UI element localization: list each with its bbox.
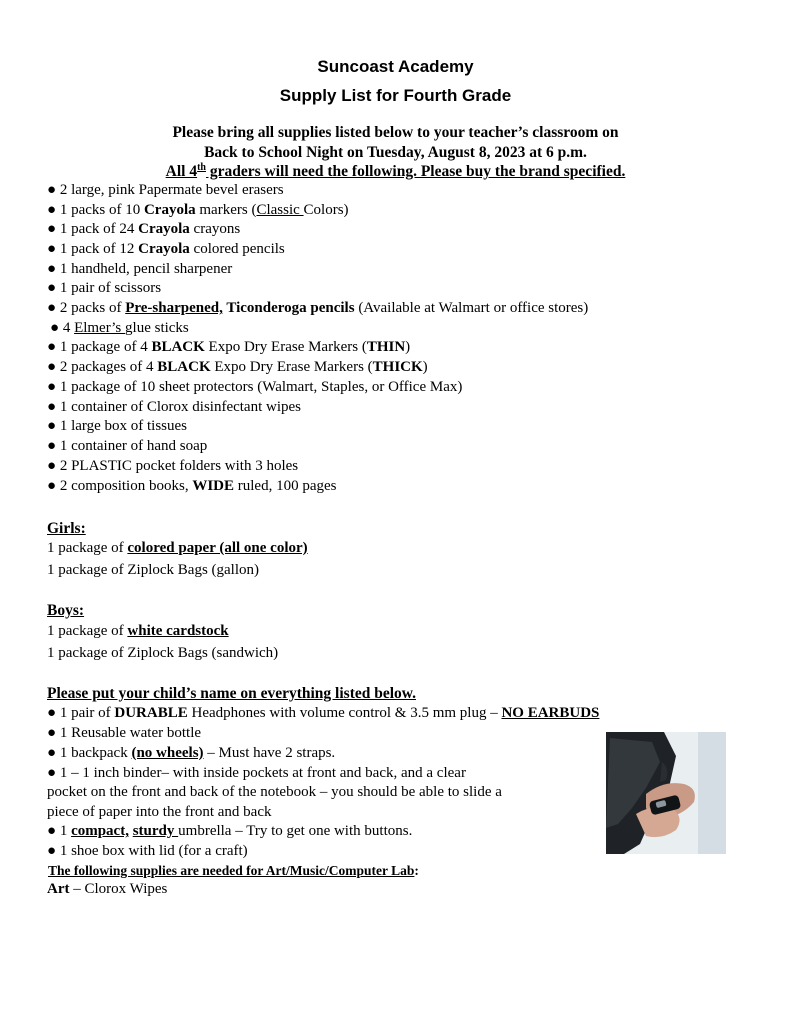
item-markers-brand: Crayola bbox=[143, 202, 196, 218]
item-erasers: 2 large, pink Papermate bevel erasers bbox=[59, 182, 284, 198]
item-headphones-durable: DURABLE bbox=[114, 705, 188, 721]
item-protectors: 1 package of 10 sheet protectors (Walmart, Staples, or Office Max) bbox=[59, 379, 463, 395]
art-label: Art bbox=[47, 881, 70, 897]
item-crayons-a: 1 pack of 24 bbox=[59, 221, 139, 237]
item-expo-thick-a: 2 packages of 4 bbox=[59, 359, 158, 375]
boys-heading: Boys: bbox=[47, 602, 85, 619]
item-tic-b: (Available at Walmart or office stores) bbox=[354, 300, 589, 316]
item-backpack-c: – Must have 2 straps. bbox=[203, 745, 336, 761]
girls-heading: Girls: bbox=[47, 520, 86, 537]
item-tic-brand: Ticonderoga pencils bbox=[222, 300, 355, 316]
list-item bbox=[47, 704, 599, 724]
intro-line-3-b: graders will need the following. Please buy the brand specified. bbox=[205, 163, 626, 180]
intro-line-2: Back to School Night on Tuesday, August 8, 2023 at 6 p.m. bbox=[204, 144, 587, 161]
bullet: ● bbox=[50, 320, 60, 336]
special-heading-colon: : bbox=[414, 863, 419, 878]
bullet: ● bbox=[47, 745, 57, 761]
bullet: ● bbox=[47, 261, 57, 277]
girls-item bbox=[47, 539, 308, 559]
list-item bbox=[47, 457, 298, 477]
bullet: ● bbox=[47, 280, 57, 296]
list-item bbox=[50, 319, 189, 339]
item-soap: 1 container of hand soap bbox=[59, 438, 208, 454]
item-crayons-brand: Crayola bbox=[138, 221, 190, 237]
list-item bbox=[47, 181, 284, 201]
item-bottle: 1 Reusable water bottle bbox=[59, 725, 202, 741]
item-expo-thin-a: 1 package of 4 bbox=[59, 339, 152, 355]
list-item bbox=[47, 477, 337, 497]
list-item bbox=[47, 260, 232, 280]
school-name: Suncoast Academy bbox=[317, 57, 474, 76]
bullet: ● bbox=[47, 765, 57, 781]
bullet: ● bbox=[47, 300, 57, 316]
list-item bbox=[47, 240, 285, 260]
umbrella-photo bbox=[606, 732, 726, 854]
intro-line-3-sup: th bbox=[197, 161, 206, 173]
girls-item: 1 package of Ziplock Bags (gallon) bbox=[47, 562, 260, 578]
item-headphones-no: NO EARBUDS bbox=[501, 705, 600, 721]
item-tissues: 1 large box of tissues bbox=[59, 418, 188, 434]
intro-line-3 bbox=[0, 162, 791, 181]
item-markers-b: markers ( bbox=[195, 202, 257, 218]
bullet: ● bbox=[47, 438, 57, 454]
special-heading bbox=[48, 861, 419, 881]
list-item bbox=[47, 744, 335, 764]
item-scissors: 1 pair of scissors bbox=[59, 280, 162, 296]
special-heading-text: The following supplies are needed for Art/Music/Computer Lab bbox=[48, 863, 415, 878]
item-expo-thick-c: ) bbox=[422, 359, 428, 375]
item-backpack-a: 1 backpack bbox=[59, 745, 132, 761]
item-umbrella-b: umbrella – Try to get one with buttons. bbox=[178, 823, 413, 839]
boys-item bbox=[47, 622, 229, 642]
bullet: ● bbox=[47, 399, 57, 415]
item-pencils-brand: Crayola bbox=[138, 241, 190, 257]
bullet: ● bbox=[47, 202, 57, 218]
bullet: ● bbox=[47, 478, 57, 494]
item-glue-brand: Elmer’s bbox=[74, 320, 126, 336]
list-title: Supply List for Fourth Grade bbox=[279, 86, 512, 105]
item-sharpener: 1 handheld, pencil sharpener bbox=[59, 261, 233, 277]
item-markers-a: 1 packs of 10 bbox=[59, 202, 144, 218]
list-item bbox=[47, 764, 466, 784]
intro-line-1: Please bring all supplies listed below to your teacher’s classroom on bbox=[172, 124, 619, 141]
list-item bbox=[47, 398, 301, 418]
list-item-continued: pocket on the front and back of the notebook – you should be able to slide a bbox=[47, 784, 502, 800]
list-item bbox=[47, 724, 201, 744]
girls-item-1-b: colored paper (all one color) bbox=[127, 540, 308, 556]
girls-item-1-a: 1 package of bbox=[47, 540, 128, 556]
bullet: ● bbox=[47, 418, 57, 434]
item-umbrella-a: 1 bbox=[59, 823, 72, 839]
bullet: ● bbox=[47, 823, 57, 839]
item-wipes: 1 container of Clorox disinfectant wipes bbox=[59, 399, 301, 415]
item-tic-pre: Pre-sharpened, bbox=[125, 300, 223, 316]
art-text: – Clorox Wipes bbox=[69, 881, 168, 897]
item-shoebox: 1 shoe box with lid (for a craft) bbox=[59, 843, 248, 859]
item-binder-1: 1 – 1 inch binder– with inside pockets at front and back, and a clear bbox=[59, 765, 466, 781]
item-markers-classic: Classic bbox=[256, 202, 304, 218]
item-comp-b: ruled, 100 pages bbox=[234, 478, 337, 494]
list-item bbox=[47, 299, 588, 319]
art-line bbox=[47, 880, 167, 900]
bullet: ● bbox=[47, 241, 57, 257]
item-umbrella-compact: compact, bbox=[71, 823, 129, 839]
list-item-continued: piece of paper into the front and back bbox=[47, 804, 272, 820]
item-comp-a: 2 composition books, bbox=[59, 478, 193, 494]
bullet: ● bbox=[47, 339, 57, 355]
bullet: ● bbox=[47, 725, 57, 741]
item-headphones-a: 1 pair of bbox=[59, 705, 115, 721]
bullet: ● bbox=[47, 458, 57, 474]
item-backpack-b: (no wheels) bbox=[131, 745, 204, 761]
list-item bbox=[47, 220, 240, 240]
bullet: ● bbox=[47, 843, 57, 859]
item-comp-wide: WIDE bbox=[192, 478, 235, 494]
item-umbrella-sturdy: sturdy bbox=[132, 823, 179, 839]
list-item bbox=[47, 279, 161, 299]
list-item bbox=[47, 822, 412, 842]
item-expo-thin-black: BLACK bbox=[151, 339, 205, 355]
list-item bbox=[47, 338, 410, 358]
boys-item-1-b: white cardstock bbox=[127, 623, 229, 639]
list-item bbox=[47, 417, 187, 437]
list-item bbox=[47, 378, 462, 398]
item-tic-a: 2 packs of bbox=[59, 300, 126, 316]
item-expo-thin-b: Expo Dry Erase Markers ( bbox=[204, 339, 367, 355]
item-pencils-b: colored pencils bbox=[189, 241, 285, 257]
bullet: ● bbox=[47, 182, 57, 198]
list-item bbox=[47, 437, 207, 457]
list-item bbox=[47, 358, 428, 378]
item-folders: 2 PLASTIC pocket folders with 3 holes bbox=[59, 458, 299, 474]
item-headphones-b: Headphones with volume control & 3.5 mm plug – bbox=[187, 705, 502, 721]
bullet: ● bbox=[47, 379, 57, 395]
item-expo-thick-b: Expo Dry Erase Markers ( bbox=[210, 359, 373, 375]
item-expo-thin-size: THIN bbox=[366, 339, 406, 355]
item-expo-thick-black: BLACK bbox=[157, 359, 211, 375]
item-expo-thin-c: ) bbox=[405, 339, 411, 355]
list-item bbox=[47, 201, 349, 221]
item-glue-a: 4 bbox=[62, 320, 75, 336]
named-heading: Please put your child’s name on everything listed below. bbox=[47, 685, 416, 702]
item-crayons-b: crayons bbox=[189, 221, 241, 237]
umbrella-photo-illustration bbox=[606, 732, 726, 854]
boys-item: 1 package of Ziplock Bags (sandwich) bbox=[47, 645, 279, 661]
intro-line-3-a: All 4 bbox=[165, 163, 198, 180]
bullet: ● bbox=[47, 221, 57, 237]
bullet: ● bbox=[47, 705, 57, 721]
item-markers-c: Colors) bbox=[303, 202, 349, 218]
boys-item-1-a: 1 package of bbox=[47, 623, 128, 639]
bullet: ● bbox=[47, 359, 57, 375]
item-glue-b: glue sticks bbox=[125, 320, 189, 336]
list-item bbox=[47, 842, 248, 862]
item-expo-thick-size: THICK bbox=[372, 359, 423, 375]
item-pencils-a: 1 pack of 12 bbox=[59, 241, 139, 257]
